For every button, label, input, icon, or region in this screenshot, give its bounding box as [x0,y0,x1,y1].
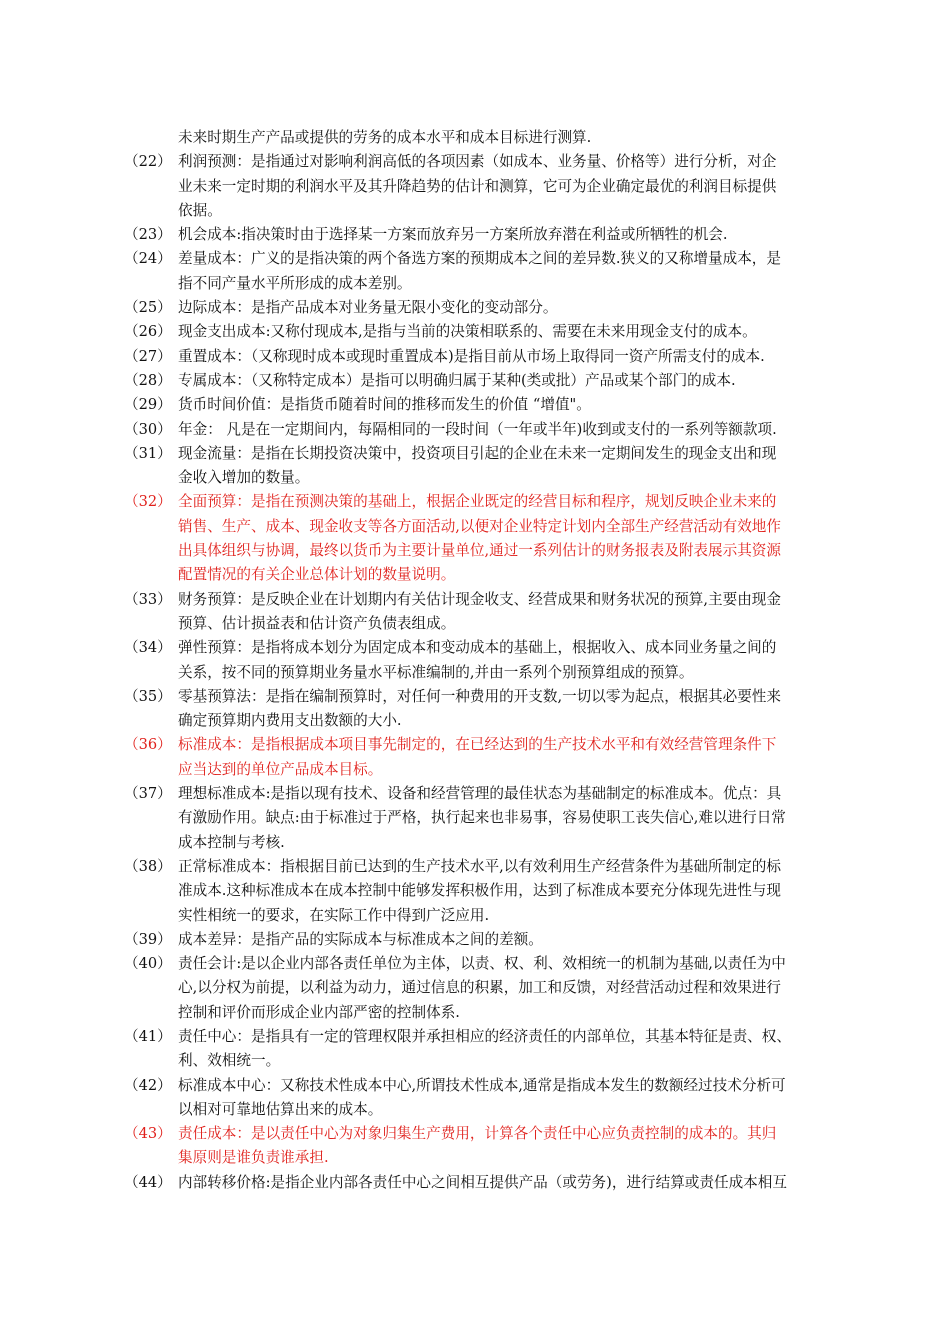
glossary-entry [124,126,882,150]
glossary-list [124,126,882,1195]
entry-number: （26） [124,323,172,341]
entry-line [124,272,882,296]
entry-text: 利、效相统一。 [178,1052,281,1070]
entry-line [124,831,882,855]
entry-number: （33） [124,590,172,608]
entry-number: （22） [124,153,172,171]
entry-line [124,515,882,539]
entry-text: 标准成本中心：又称技术性成本中心,所谓技术性成本,通常是指成本发生的数额经过技术分析可 [178,1076,786,1094]
entry-text: 成本控制与考核. [178,833,285,851]
entry-line [124,1146,882,1170]
glossary-entry [124,223,882,247]
entry-text: 销售、生产、成本、现金收支等各方面活动,以便对企业特定计划内全部生产经营活动有效地作 [178,517,781,535]
glossary-entry [124,296,882,320]
entry-text: 实性相统一的要求，在实际工作中得到广泛应用. [178,906,490,924]
entry-line [124,1001,882,1025]
entry-line [124,418,882,442]
entry-line [124,709,882,733]
entry-line [124,563,882,587]
entry-line [124,199,882,223]
entry-line [124,1171,882,1195]
entry-text: 财务预算：是反映企业在计划期内有关估计现金收支、经营成果和财务状况的预算,主要由现金 [178,590,781,608]
entry-number: （32） [124,493,172,511]
entry-line [124,296,882,320]
entry-text: 差量成本：广义的是指决策的两个备选方案的预期成本之间的差异数.狭义的又称增量成本，是 [178,250,781,268]
entry-number: （36） [124,736,172,754]
entry-line [124,685,882,709]
entry-line [124,588,882,612]
entry-text: 边际成本：是指产品成本对业务量无限小变化的变动部分。 [178,299,558,317]
entry-text: 责任会计:是以企业内部各责任单位为主体，以责、权、利、效相统一的机制为基础,以责任为中 [178,955,786,973]
entry-text: 机会成本:指决策时由于选择某一方案而放弃另一方案所放弃潜在利益或所牺牲的机会. [178,226,728,244]
entry-text: 理想标准成本:是指以现有技术、设备和经营管理的最佳状态为基础制定的标准成本。优点：具 [178,785,782,803]
glossary-entry [124,418,882,442]
entry-line [124,661,882,685]
entry-text: 正常标准成本：指根据目前已达到的生产技术水平,以有效利用生产经营条件为基础所制定的标 [178,857,781,875]
entry-line [124,976,882,1000]
entry-text: 重置成本：（又称现时成本或现时重置成本)是指目前从市场上取得同一资产所需支付的成本. [178,347,765,365]
entry-line [124,758,882,782]
glossary-entry [124,928,882,952]
entry-text: 控制和评价而形成企业内部严密的控制体系. [178,1003,460,1021]
entry-text: 心,以分权为前提，以利益为动力，通过信息的积累，加工和反馈，对经营活动过程和效果进行 [178,979,781,997]
glossary-entry [124,733,882,782]
entry-number: （42） [124,1076,172,1094]
entry-text: 责任中心：是指具有一定的管理权限并承担相应的经济责任的内部单位，其基本特征是责、权、 [178,1027,791,1045]
entry-line [124,1049,882,1073]
glossary-entry [124,952,882,1025]
entry-line [124,1074,882,1098]
entry-number: （41） [124,1027,172,1045]
entry-line [124,806,882,830]
glossary-entry [124,685,882,734]
entry-line [124,782,882,806]
entry-text: 标准成本：是指根据成本项目事先制定的，在已经达到的生产技术水平和有效经营管理条件下 [178,736,777,754]
entry-text: 内部转移价格:是指企业内部各责任中心之间相互提供产品（或劳务)，进行结算或责任成本相互 [178,1173,787,1191]
entry-text: 责任成本：是以责任中心为对象归集生产费用，计算各个责任中心应负责控制的成本的。其归 [178,1125,777,1143]
entry-line [124,1122,882,1146]
entry-number: （25） [124,299,172,317]
entry-line [124,369,882,393]
entry-text: 关系，按不同的预算期业务量水平标准编制的,并由一系列个别预算组成的预算。 [178,663,694,681]
entry-number: （44） [124,1173,172,1191]
glossary-entry [124,782,882,855]
entry-line [124,636,882,660]
entry-text: 指不同产量水平所形成的成本差别。 [178,274,412,292]
entry-number: （34） [124,639,172,657]
entry-text: 出具体组织与协调，最终以货币为主要计量单位,通过一系列估计的财务报表及附表展示其资源 [178,542,781,560]
entry-line [124,126,882,150]
glossary-entry [124,150,882,223]
entry-text: 专属成本：（又称特定成本）是指可以明确归属于某种(类或批）产品或某个部门的成本. [178,371,736,389]
entry-text: 未来时期生产产品或提供的劳务的成本水平和成本目标进行测算. [178,129,592,146]
entry-number: （35） [124,687,172,705]
glossary-entry [124,320,882,344]
glossary-entry [124,636,882,685]
entry-text: 零基预算法：是指在编制预算时，对任何一种费用的开支数,一切以零为起点，根据其必要性来 [178,687,781,705]
glossary-entry [124,1171,882,1195]
glossary-entry [124,369,882,393]
entry-line [124,393,882,417]
entry-line [124,442,882,466]
entry-text: 金收入增加的数量。 [178,469,310,487]
entry-number: （29） [124,396,172,414]
glossary-entry [124,345,882,369]
entry-text: 年金： 凡是在一定期间内，每隔相同的一段时间（一年或半年)收到或支付的一系列等额款项. [178,420,777,438]
glossary-entry [124,393,882,417]
entry-text: 业未来一定时期的利润水平及其升降趋势的估计和测算，它可为企业确定最优的利润目标提供 [178,177,777,195]
entry-text: 现金支出成本:又称付现成本,是指与当前的决策相联系的、需要在未来用现金支付的成本。 [178,323,757,341]
entry-number: （24） [124,250,172,268]
entry-text: 利润预测：是指通过对影响利润高低的各项因素（如成本、业务量、价格等）进行分析，对企 [178,153,777,171]
entry-line [124,345,882,369]
entry-line [124,733,882,757]
glossary-entry [124,855,882,928]
entry-line [124,1098,882,1122]
glossary-entry [124,1122,882,1171]
entry-line [124,904,882,928]
entry-text: 应当达到的单位产品成本目标。 [178,760,383,778]
entry-text: 集原则是谁负责谁承担. [178,1149,329,1167]
entry-line [124,490,882,514]
entry-line [124,612,882,636]
entry-line [124,1025,882,1049]
entry-line [124,855,882,879]
entry-line [124,320,882,344]
entry-line [124,466,882,490]
glossary-entry [124,490,882,587]
entry-line [124,952,882,976]
glossary-entry [124,247,882,296]
glossary-entry [124,588,882,637]
entry-line [124,223,882,247]
entry-number: （43） [124,1125,172,1143]
entry-number: （23） [124,226,172,244]
glossary-entry [124,1025,882,1074]
entry-text: 现金流量：是指在长期投资决策中，投资项目引起的企业在未来一定期间发生的现金支出和现 [178,444,777,462]
entry-number: （40） [124,955,172,973]
entry-line [124,928,882,952]
entry-number: （30） [124,420,172,438]
entry-line [124,539,882,563]
entry-text: 全面预算：是指在预测决策的基础上，根据企业既定的经营目标和程序，规划反映企业未来的 [178,493,777,511]
glossary-entry [124,442,882,491]
entry-line [124,879,882,903]
entry-text: 准成本.这种标准成本在成本控制中能够发挥积极作用，达到了标准成本要充分体现先进性与现 [178,882,781,900]
entry-text: 货币时间价值：是指货币随着时间的推移而发生的价值 “增值"。 [178,396,591,414]
entry-text: 预算、估计损益表和估计资产负债表组成。 [178,614,456,632]
entry-number: （31） [124,444,172,462]
entry-text: 弹性预算：是指将成本划分为固定成本和变动成本的基础上，根据收入、成本同业务量之间的 [178,639,777,657]
entry-number: （27） [124,347,172,365]
entry-text: 有激励作用。缺点:由于标准过于严格，执行起来也非易事，容易使职工丧失信心,难以进行日常 [178,809,786,827]
entry-text: 以相对可靠地估算出来的成本。 [178,1100,383,1118]
entry-text: 确定预算期内费用支出数额的大小. [178,712,402,730]
entry-text: 依据。 [178,201,222,219]
entry-line [124,150,882,174]
entry-number: （28） [124,371,172,389]
glossary-entry [124,1074,882,1123]
entry-number: （38） [124,857,172,875]
entry-number: （39） [124,930,172,948]
entry-line [124,247,882,271]
entry-text: 配置情况的有关企业总体计划的数量说明。 [178,566,456,584]
entry-text: 成本差异：是指产品的实际成本与标准成本之间的差额。 [178,930,543,948]
entry-line [124,175,882,199]
entry-number: （37） [124,785,172,803]
